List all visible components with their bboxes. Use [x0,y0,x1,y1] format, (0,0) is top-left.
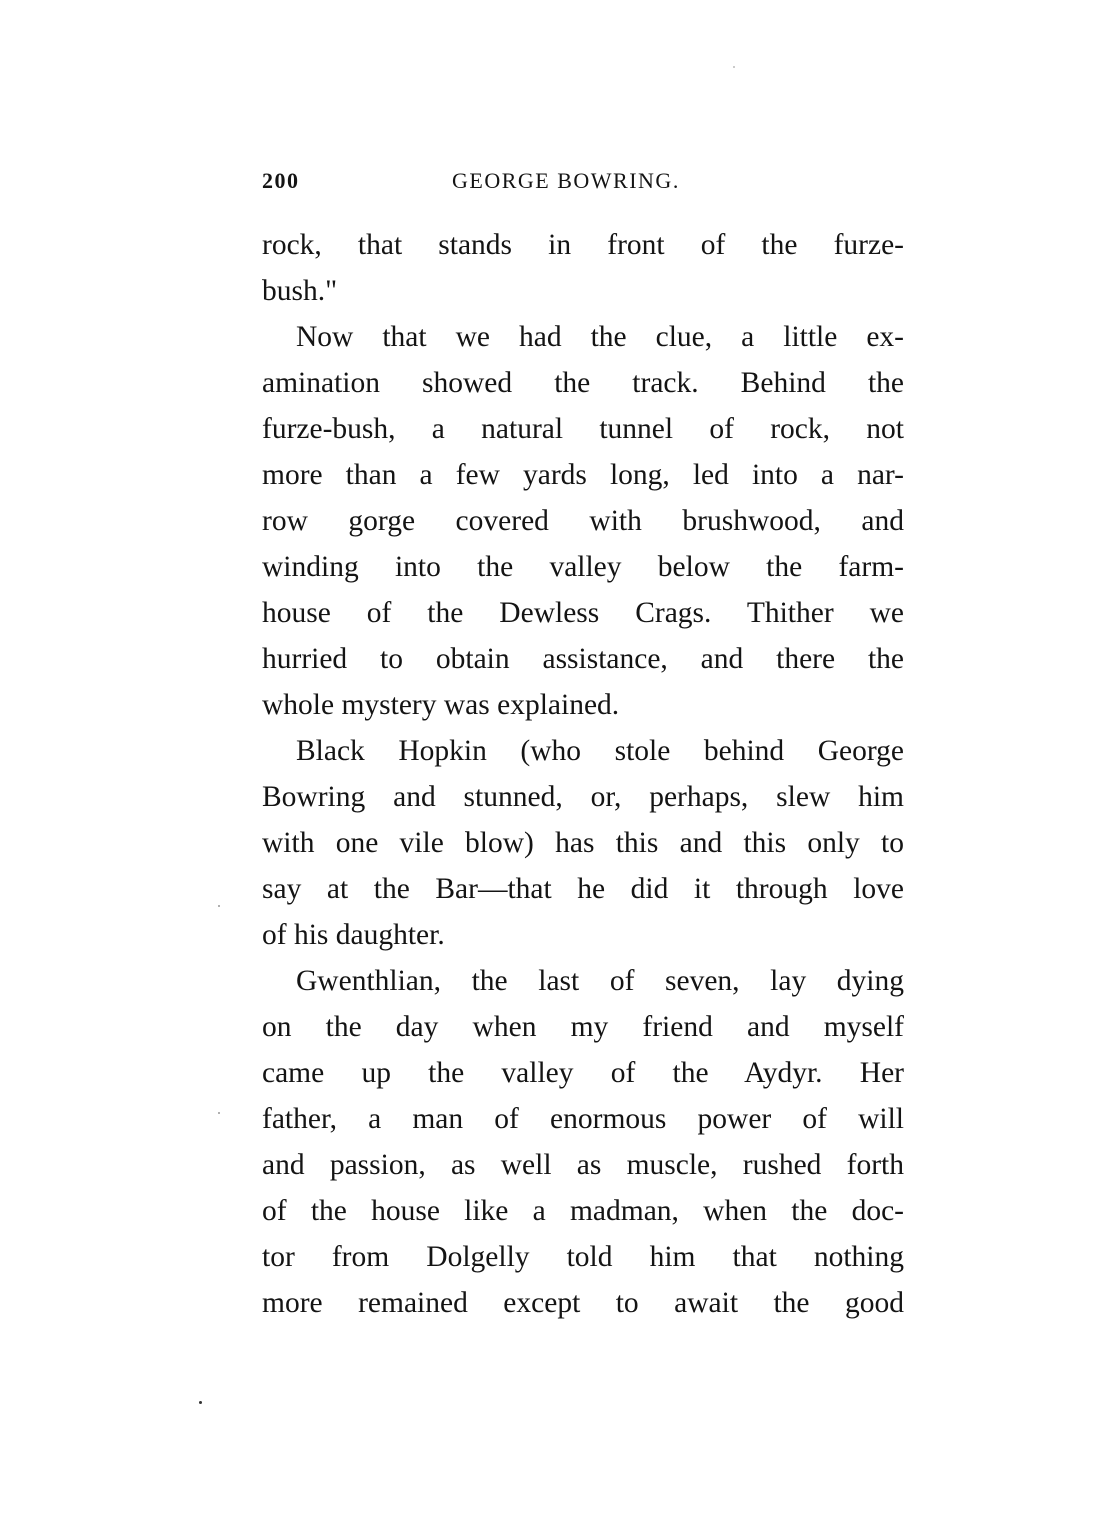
text-line: Now that we had the clue, a little ex- [296,321,904,353]
text-line: more than a few yards long, led into a nar- [262,459,904,491]
text-line: Black Hopkin (who stole behind George [296,735,904,767]
text-line: hurried to obtain assistance, and there the [262,643,904,675]
text-line: and passion, as well as muscle, rushed forth [262,1149,904,1181]
text-line: on the day when my friend and myself [262,1011,904,1043]
running-title: GEORGE BOWRING. [452,168,680,193]
text-line: Bowring and stunned, or, perhaps, slew him [262,781,904,813]
text-line: bush." [262,275,338,307]
text-line: say at the Bar—that he did it through love [262,873,904,905]
page-number: 200 [262,168,300,193]
scan-speck [218,1112,220,1114]
text-line: came up the valley of the Aydyr. Her [262,1057,904,1089]
scan-speck [199,1401,202,1404]
running-head [262,168,904,198]
text-line: rock, that stands in front of the furze- [262,229,904,261]
body-text [262,222,904,1326]
text-line: with one vile blow) has this and this only to [262,827,904,859]
text-line: winding into the valley below the farm- [262,551,904,583]
text-line: furze-bush, a natural tunnel of rock, not [262,413,904,445]
text-line: father, a man of enormous power of will [262,1103,904,1135]
scan-speck [218,905,220,907]
text-line: more remained except to await the good [262,1287,904,1319]
text-line: amination showed the track. Behind the [262,367,904,399]
text-line: whole mystery was explained. [262,689,620,721]
text-line: tor from Dolgelly told him that nothing [262,1241,904,1273]
text-line: row gorge covered with brushwood, and [262,505,904,537]
text-line: of his daughter. [262,919,445,951]
text-line: house of the Dewless Crags. Thither we [262,597,904,629]
text-line: of the house like a madman, when the doc- [262,1195,904,1227]
text-line: Gwenthlian, the last of seven, lay dying [296,965,904,997]
scan-speck [733,66,735,68]
